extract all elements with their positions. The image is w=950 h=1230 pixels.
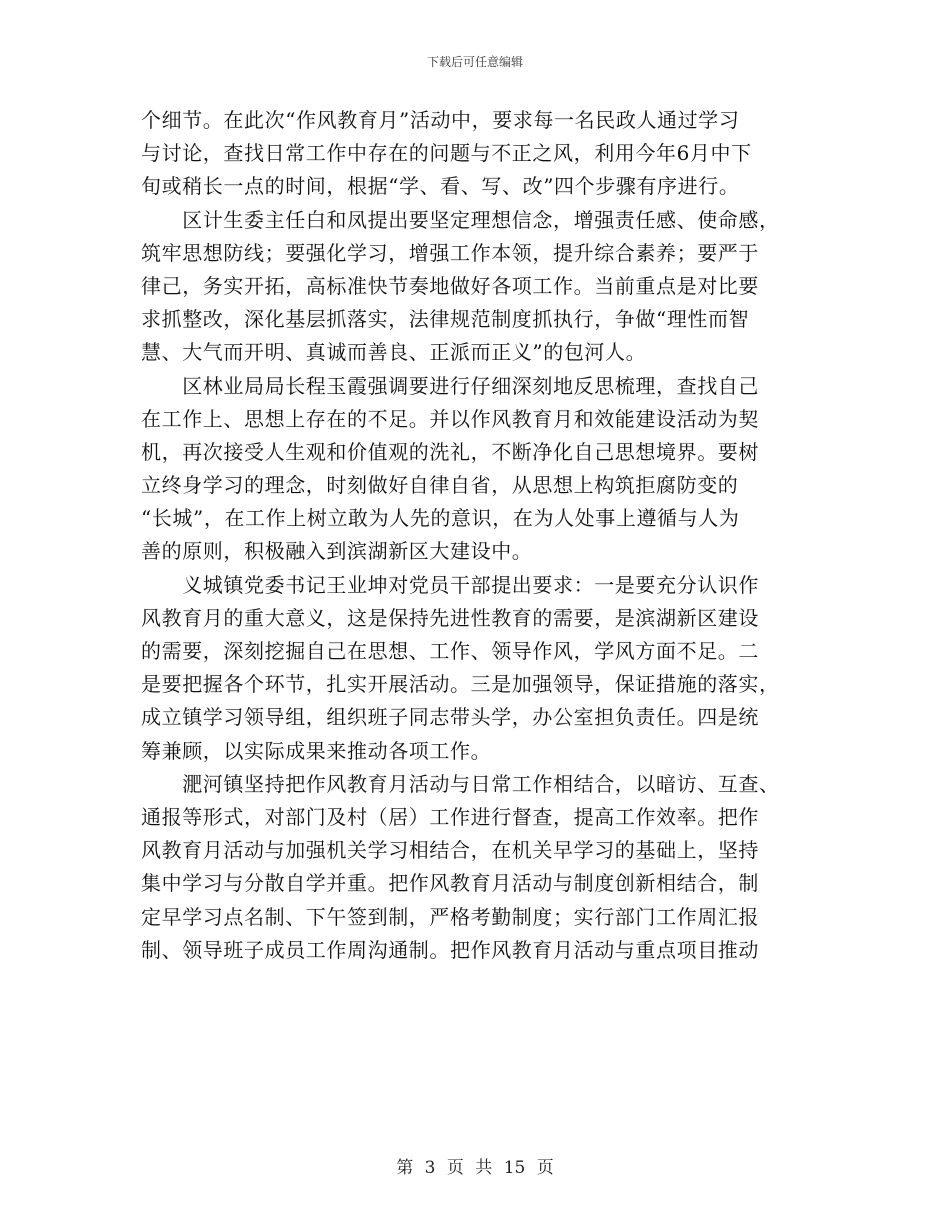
- text-line: 风教育月活动与加强机关学习相结合，在机关早学习的基础上，坚持: [141, 838, 759, 863]
- text-line: 的需要，深刻挖掘自己在思想、工作、领导作风，学风方面不足。二: [141, 639, 759, 663]
- text-line: 区计生委主任白和凤提出要坚定理想信念，增强责任感、使命感，: [141, 207, 780, 232]
- text-line: 筹兼顾，以实际成果来推动各项工作。: [141, 738, 492, 763]
- text-line: 慧、大气而开明、真诚而善良、正派而正义”的包河人。: [141, 340, 647, 365]
- text-line: 制、领导班子成员工作周沟通制。把作风教育月活动与重点项目推动: [141, 937, 759, 962]
- text-line: 在工作上、思想上存在的不足。并以作风教育月和效能建设活动为契: [141, 406, 759, 431]
- text-line: 立终身学习的理念，时刻做好自律自省，从思想上构筑拒腐防变的: [141, 473, 739, 498]
- text-line: 定早学习点名制、下午签到制，严格考勤制度；实行部门工作周汇报: [141, 904, 759, 929]
- text-line: 风教育月的重大意义，这是保持先进性教育的需要，是滨湖新区建设: [141, 605, 759, 630]
- text-line: 与讨论，查找日常工作中存在的问题与不正之风，利用今年6月中下: [141, 141, 752, 166]
- text-line: 是要把握各个环节，扎实开展活动。三是加强领导，保证措施的落实，: [141, 672, 780, 697]
- text-line: 机，再次接受人生观和价值观的洗礼，不断净化自己思想境界。要树: [141, 439, 759, 464]
- text-line: 义城镇党委书记王业坤对党员干部提出要求：一是要充分认识作: [141, 572, 759, 597]
- text-line: 筑牢思想防线；要强化学习，增强工作本领，提升综合素养；要严于: [141, 240, 759, 265]
- text-line: 律己，务实开拓，高标准快节奏地做好各项工作。当前重点是对比要: [141, 273, 759, 298]
- text-line: 区林业局局长程玉霞强调要进行仔细深刻地反思梳理，查找自己: [141, 373, 759, 398]
- text-line: 集中学习与分散自学并重。把作风教育月活动与制度创新相结合，制: [141, 871, 759, 896]
- text-line: 成立镇学习领导组，组织班子同志带头学，办公室担负责任。四是统: [141, 705, 759, 730]
- text-line: 个细节。在此次“作风教育月”活动中，要求每一名民政人通过学习: [141, 108, 740, 132]
- text-line: 通报等形式，对部门及村（居）工作进行督查，提高工作效率。把作: [141, 804, 759, 829]
- text-line: 善的原则，积极融入到滨湖新区大建设中。: [141, 539, 533, 564]
- text-line: “长城”，在工作上树立敢为人先的意识，在为人处事上遵循与人为: [141, 506, 740, 531]
- page-header: 下载后可任意编辑: [426, 55, 523, 69]
- text-line: 求抓整改，深化基层抓落实，法律规范制度抓执行，争做“理性而智: [141, 307, 750, 332]
- text-line: 淝河镇坚持把作风教育月活动与日常工作相结合，以暗访、互查、: [141, 771, 780, 796]
- document-body: [141, 104, 821, 967]
- text-line: 旬或稍长一点的时间，根据“学、看、写、改”四个步骤有序进行。: [141, 174, 740, 199]
- page-footer: 第 3 页 共 15 页: [396, 1158, 554, 1178]
